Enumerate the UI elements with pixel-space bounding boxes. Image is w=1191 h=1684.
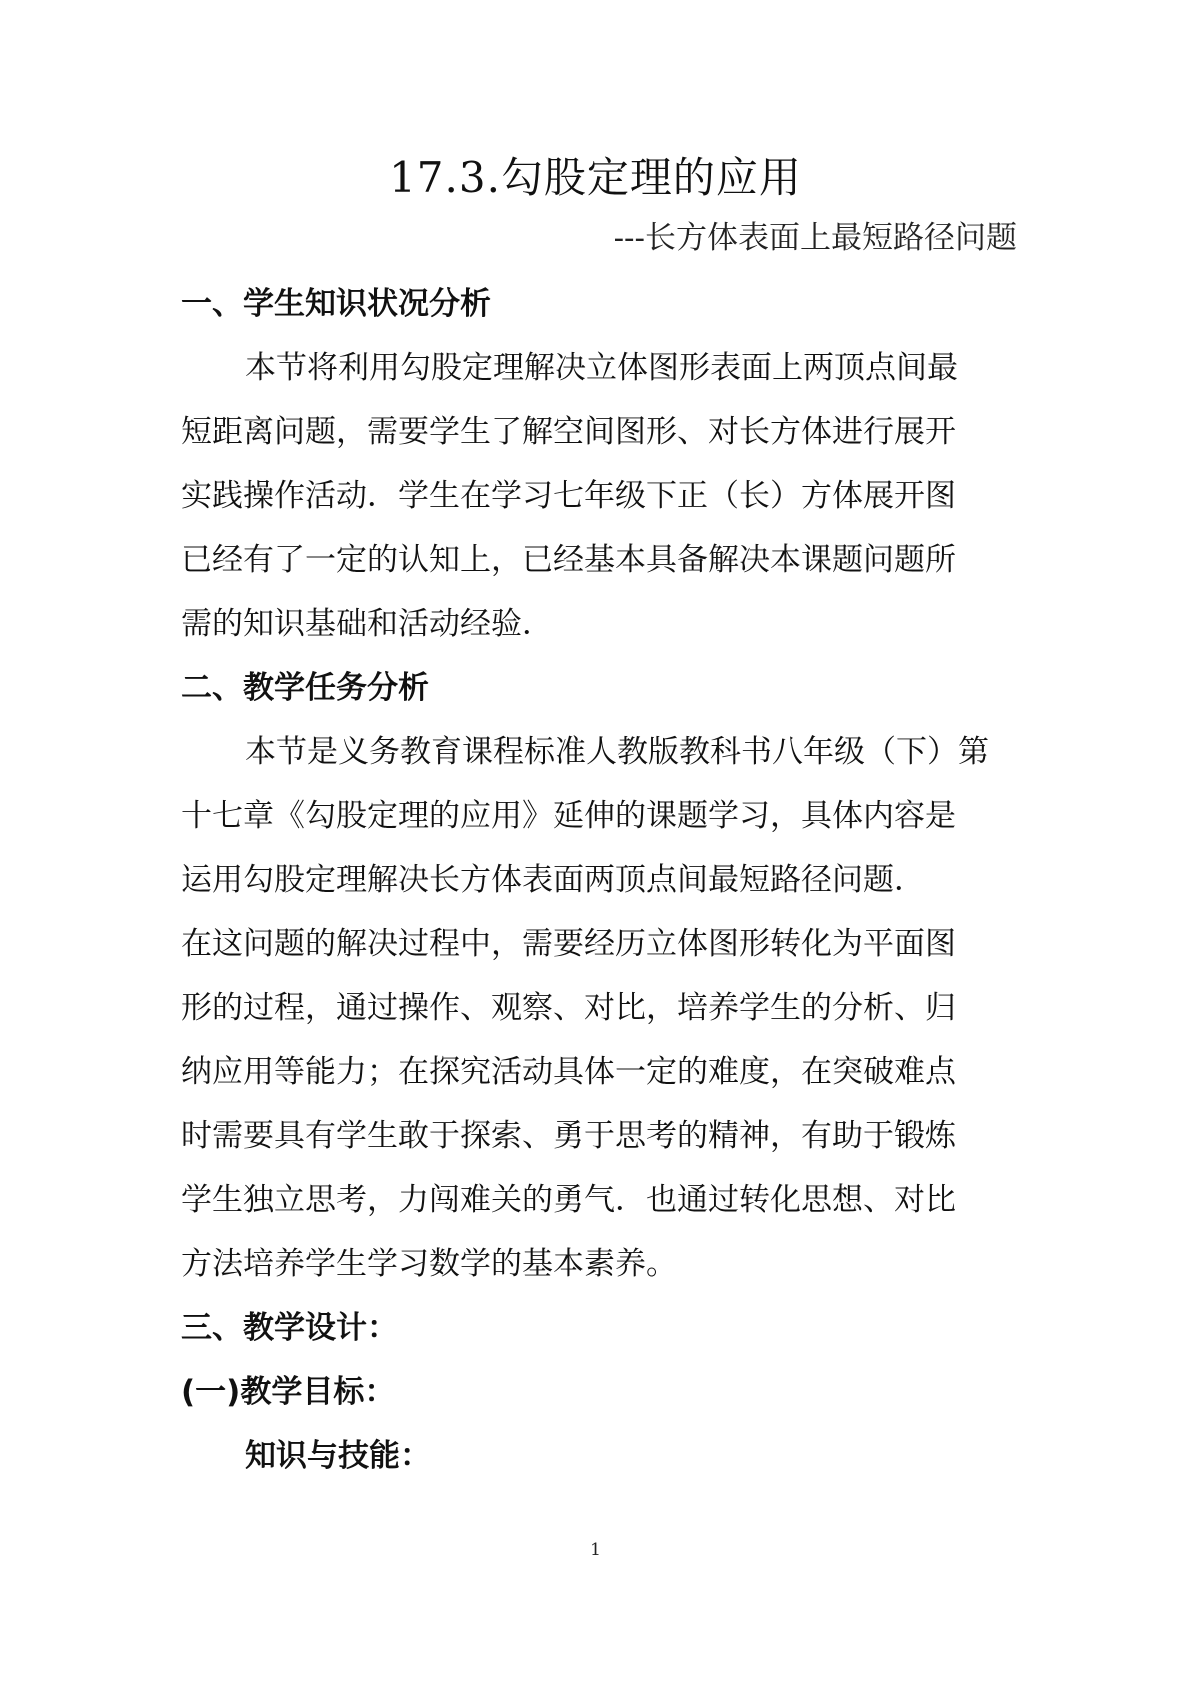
paragraph-line: 运用勾股定理解决长方体表面两顶点间最短路径问题． — [181, 862, 925, 898]
subsubheading-knowledge-skills: 知识与技能： — [245, 1438, 431, 1474]
page-number: 1 — [590, 1540, 601, 1560]
paragraph-line: 方法培养学生学习数学的基本素养。 — [181, 1246, 677, 1282]
subheading-teaching-goals: (一)教学目标： — [181, 1374, 396, 1410]
paragraph-line: 时需要具有学生敢于探索、勇于思考的精神，有助于锻炼 — [181, 1118, 956, 1154]
paragraph-line: 在这问题的解决过程中，需要经历立体图形转化为平面图 — [181, 926, 956, 962]
paragraph-task-analysis-intro — [181, 720, 1021, 912]
section-heading-teaching-design: 三、教学设计： — [181, 1310, 398, 1346]
section-heading-student-analysis: 一、学生知识状况分析 — [181, 286, 491, 322]
section-heading-task-analysis: 二、教学任务分析 — [181, 670, 429, 706]
document-subtitle: ---长方体表面上最短路径问题 — [613, 220, 1017, 256]
paragraph-line: 形的过程，通过操作、观察、对比，培养学生的分析、归 — [181, 990, 956, 1026]
paragraph-line: 本节是义务教育课程标准人教版教科书八年级（下）第 — [245, 734, 989, 770]
paragraph-line: 本节将利用勾股定理解决立体图形表面上两顶点间最 — [245, 350, 958, 386]
paragraph-task-analysis-process — [181, 912, 1021, 1296]
paragraph-line: 需的知识基础和活动经验． — [181, 606, 553, 642]
paragraph-line: 纳应用等能力；在探究活动具体一定的难度，在突破难点 — [181, 1054, 956, 1090]
paragraph-student-analysis — [181, 336, 1021, 656]
paragraph-line: 短距离问题，需要学生了解空间图形、对长方体进行展开 — [181, 414, 956, 450]
paragraph-line: 已经有了一定的认知上，已经基本具备解决本课题问题所 — [181, 542, 956, 578]
paragraph-line: 实践操作活动．学生在学习七年级下正（长）方体展开图 — [181, 478, 956, 514]
document-body — [181, 272, 1021, 1488]
paragraph-line: 学生独立思考，力闯难关的勇气．也通过转化思想、对比 — [181, 1182, 956, 1218]
document-title: 17.3.勾股定理的应用 — [389, 153, 802, 202]
paragraph-line: 十七章《勾股定理的应用》延伸的课题学习，具体内容是 — [181, 798, 956, 834]
